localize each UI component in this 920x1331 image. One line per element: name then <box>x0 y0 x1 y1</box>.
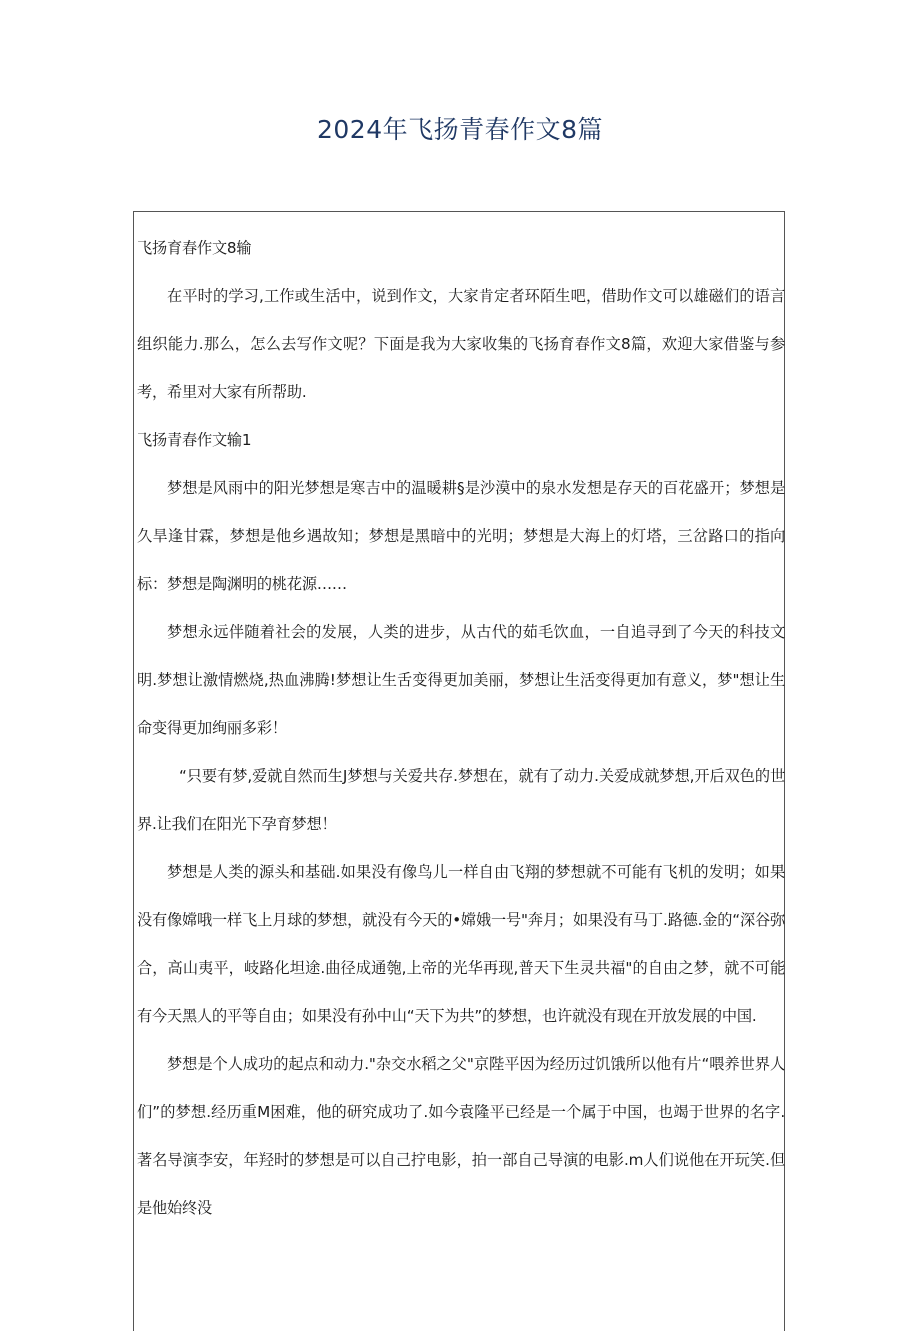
section-heading: 飞扬育春作文8输 <box>137 239 252 257</box>
paragraph: “只要有梦,爱就自然而生J梦想与关爱共存.梦想在，就有了动力.关爱成就梦想,开后双色的世界.让我们在阳光下孕育梦想！ <box>137 767 785 833</box>
document-title: 2024年飞扬青春作文8篇 <box>316 115 604 144</box>
article-body <box>137 224 785 1232</box>
paragraph: 在平时的学习,工作或生活中，说到作文，大家肯定者环陌生吧，借助作文可以雄磁们的语言组织能力.那么，怎么去写作文呢？下面是我为大家收集的飞扬育春作文8篇，欢迎大家借鉴与参考，希里对大家有所帮助. <box>137 287 785 401</box>
paragraph: 梦想永远伴随着社会的发展，人类的进步，从古代的茹毛饮血，一自追寻到了今天的科技文明.梦想让激情燃烧,热血沸腾!梦想让生舌变得更加美丽，梦想让生活变得更加有意义，梦"想让生命变得更加绚丽多彩！ <box>137 623 785 737</box>
paragraph: 梦想是风雨中的阳光梦想是寒吉中的温暖耕§是沙漠中的泉水发想是存天的百花盛开；梦想是久旱逢甘霖，梦想是他乡遇故知；梦想是黑暗中的光明；梦想是大海上的灯塔，三岔路口的指向标：梦想是陶渊明的桃花源…… <box>137 479 785 593</box>
content-box <box>133 211 785 1331</box>
paragraph: 梦想是人类的源头和基础.如果没有像鸟儿一样自由飞翔的梦想就不可能有飞机的发明；如果没有像嫦哦一样飞上月球的梦想，就没有今天的•嫦娥一号"奔月；如果没有马丁.路德.金的“深谷弥合，高山夷平，岐路化坦途.曲径成通匏,上帝的光华再现,普天下生灵共福"的自由之梦，就不可能有今天黑人的平等自由；如果没有孙中山“天下为共”的梦想，也许就没有现在开放发展的中国. <box>137 863 785 1025</box>
paragraph: 梦想是个人成功的起点和动力."杂交水稻之父"京陛平因为经历过饥饿所以他有片“喂养世界人们”的梦想.经历重M困难，他的研究成功了.如今袁隆平已经是一个属于中国，也竭于世界的名字.著名导演李安，年羟时的梦想是可以自己拧电影，拍一部自己导演的电影.m人们说他在开玩笑.但是他始终没 <box>137 1055 785 1217</box>
section-heading: 飞扬青春作文输1 <box>137 431 252 449</box>
